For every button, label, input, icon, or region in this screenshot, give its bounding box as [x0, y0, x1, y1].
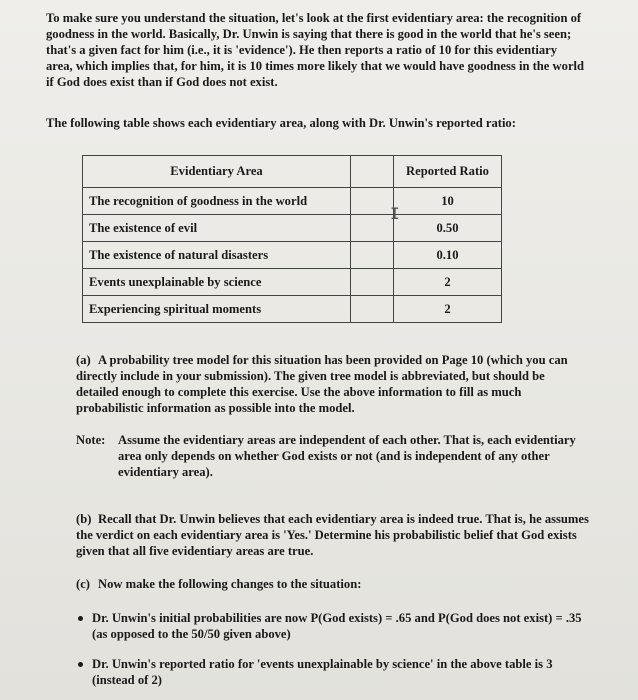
row-ratio: 2 [394, 269, 502, 296]
question-a [76, 352, 586, 416]
row-ratio: 10 [394, 188, 502, 215]
bullet-text: Dr. Unwin's reported ratio for 'events unexplainable by science' in the above table is 3 (instead of 2) [92, 657, 553, 687]
table-header-row [83, 156, 502, 188]
table-row [83, 242, 502, 269]
intro-paragraph: To make sure you understand the situation, let's look at the first evidentiary area: the recognition of goodness in the world. Basically, Dr. Unwin is saying that there is good in the world that he's seen; that's a given fact for him (i.e., it is 'evidence'). He then reports a ratio of 10 for this evidentiary area, which implies that, for him, it is 10 times more likely that we would have goodness in the world if God does exist than if God does not exist. [46, 11, 585, 89]
bullet-text: Dr. Unwin's initial probabilities are now P(God exists) = .65 and P(God does not exist) = .35 (as opposed to the 50/50 given above) [92, 611, 582, 641]
bullet-item [92, 610, 592, 642]
question-c-label: (c) [76, 577, 90, 591]
row-area: Experiencing spiritual moments [83, 296, 351, 323]
table-row [83, 215, 502, 242]
note [76, 432, 596, 480]
question-c-text: Now make the following changes to the situation: [98, 577, 362, 591]
row-area: The existence of evil [83, 215, 351, 242]
table-row [83, 269, 502, 296]
row-ratio: 0.50 [394, 215, 502, 242]
row-gap [351, 188, 394, 215]
question-b-text: Recall that Dr. Unwin believes that each evidentiary area is indeed true. That is, he assumes the verdict on each evidentiary area is 'Yes.' Determine his probabilistic belief that God exists given that all five evidentiary areas are true. [76, 512, 589, 558]
text-cursor-icon: I [390, 204, 400, 223]
question-b [76, 511, 596, 559]
question-b-label: (b) [76, 512, 92, 526]
question-c [76, 576, 596, 592]
row-area: The recognition of goodness in the world [83, 188, 351, 215]
table-row [83, 188, 502, 215]
header-evidentiary-area: Evidentiary Area [83, 156, 351, 188]
question-a-label: (a) [76, 353, 91, 367]
row-gap [351, 242, 394, 269]
table-row [83, 296, 502, 323]
row-gap [351, 296, 394, 323]
bullet-dot-icon [78, 616, 83, 621]
bullet-item [92, 656, 592, 688]
question-a-text: A probability tree model for this situation has been provided on Page 10 (which you can directly include in your submission). The given tree model is abbreviated, but should be detailed enough to complete this exercise. Use the above information to fill as much probabilistic information as possible into the model. [76, 353, 568, 415]
row-area: Events unexplainable by science [83, 269, 351, 296]
table-intro: The following table shows each evidentiary area, along with Dr. Unwin's reported ratio: [46, 116, 516, 130]
bullet-dot-icon [78, 662, 83, 667]
note-text: Assume the evidentiary areas are independent of each other. That is, each evidentiary area only depends on whether God exists or not (and is independent of any other evidentiary area). [118, 433, 576, 479]
row-gap [351, 269, 394, 296]
row-area: The existence of natural disasters [83, 242, 351, 269]
evidentiary-table [82, 155, 502, 323]
header-gap [351, 156, 394, 188]
note-label: Note: [76, 433, 106, 447]
row-ratio: 2 [394, 296, 502, 323]
row-ratio: 0.10 [394, 242, 502, 269]
header-reported-ratio: Reported Ratio [394, 156, 502, 188]
row-gap [351, 215, 394, 242]
